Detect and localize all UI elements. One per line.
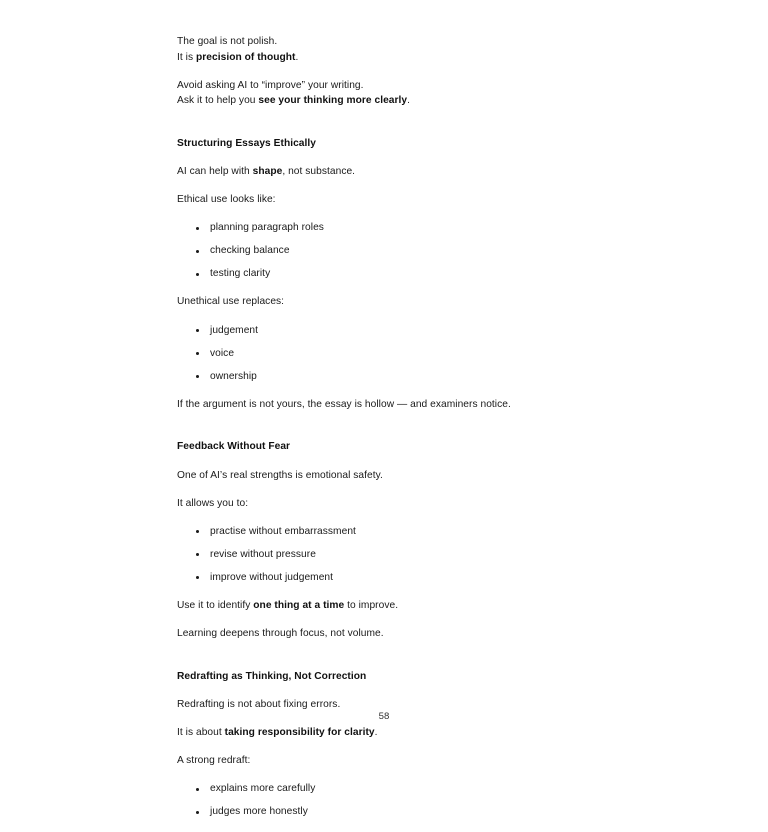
bullet-list-ethical-use [177, 220, 591, 282]
paragraph-closing: Learning deepens through focus, not volume. [177, 628, 384, 640]
list-item: judges more honestly [177, 804, 591, 820]
paragraph-avoid-asking [177, 78, 591, 109]
paragraph-closing: Use it to identify one thing at a time to improve. [177, 599, 399, 611]
bullet-list-unethical-use [177, 323, 591, 385]
list-item: ownership [177, 369, 591, 385]
paragraph-list-lead-in: A strong redraft: [177, 754, 251, 766]
emphasis-text: precision of thought [196, 51, 296, 63]
list-item: judgement [177, 323, 591, 339]
emphasis-text: one thing at a time [253, 599, 345, 611]
list-item: checking balance [177, 243, 591, 259]
section-heading: Feedback Without Fear [177, 441, 291, 453]
paragraph: AI can help with shape, not substance. [177, 165, 356, 177]
paragraph: Redrafting is not about fixing errors. [177, 698, 341, 710]
section-redrafting-as-thinking [177, 669, 591, 820]
section-structuring-essays-ethically [177, 136, 591, 413]
list-item: practise without embarrassment [177, 524, 591, 540]
emphasis-text: see your thinking more clearly [258, 95, 408, 107]
paragraph-closing: If the argument is not yours, the essay is hollow — and examiners notice. [177, 398, 511, 410]
paragraph: One of AI’s real strengths is emotional safety. [177, 469, 383, 481]
emphasis-text: taking responsibility for clarity [224, 726, 375, 738]
emphasis-text: shape [252, 165, 283, 177]
section-feedback-without-fear [177, 439, 591, 641]
paragraph-list-lead-in: Unethical use replaces: [177, 296, 285, 308]
paragraph-list-lead-in: Ethical use looks like: [177, 194, 276, 206]
paragraph: It is about taking responsibility for clarity. [177, 726, 378, 738]
bullet-list-allows-you-to [177, 524, 591, 586]
list-item: explains more carefully [177, 781, 591, 797]
paragraph-line: It is precision of thought. [177, 51, 299, 63]
list-item: revise without pressure [177, 547, 591, 563]
paragraph-line: Avoid asking AI to “improve” your writing. [177, 79, 364, 91]
list-item: improve without judgement [177, 570, 591, 586]
bullet-list-strong-redraft [177, 781, 591, 820]
paragraph-line: The goal is not polish. [177, 36, 278, 47]
section-heading: Structuring Essays Ethically [177, 137, 317, 149]
section-heading: Redrafting as Thinking, Not Correction [177, 670, 367, 682]
page-number: 58 [378, 711, 390, 722]
paragraph-line: Ask it to help you see your thinking more clearly. [177, 95, 411, 107]
list-item: voice [177, 346, 591, 362]
paragraph-list-lead-in: It allows you to: [177, 497, 249, 509]
list-item: planning paragraph roles [177, 220, 591, 236]
list-item: testing clarity [177, 266, 591, 282]
paragraph-goal [177, 34, 591, 65]
